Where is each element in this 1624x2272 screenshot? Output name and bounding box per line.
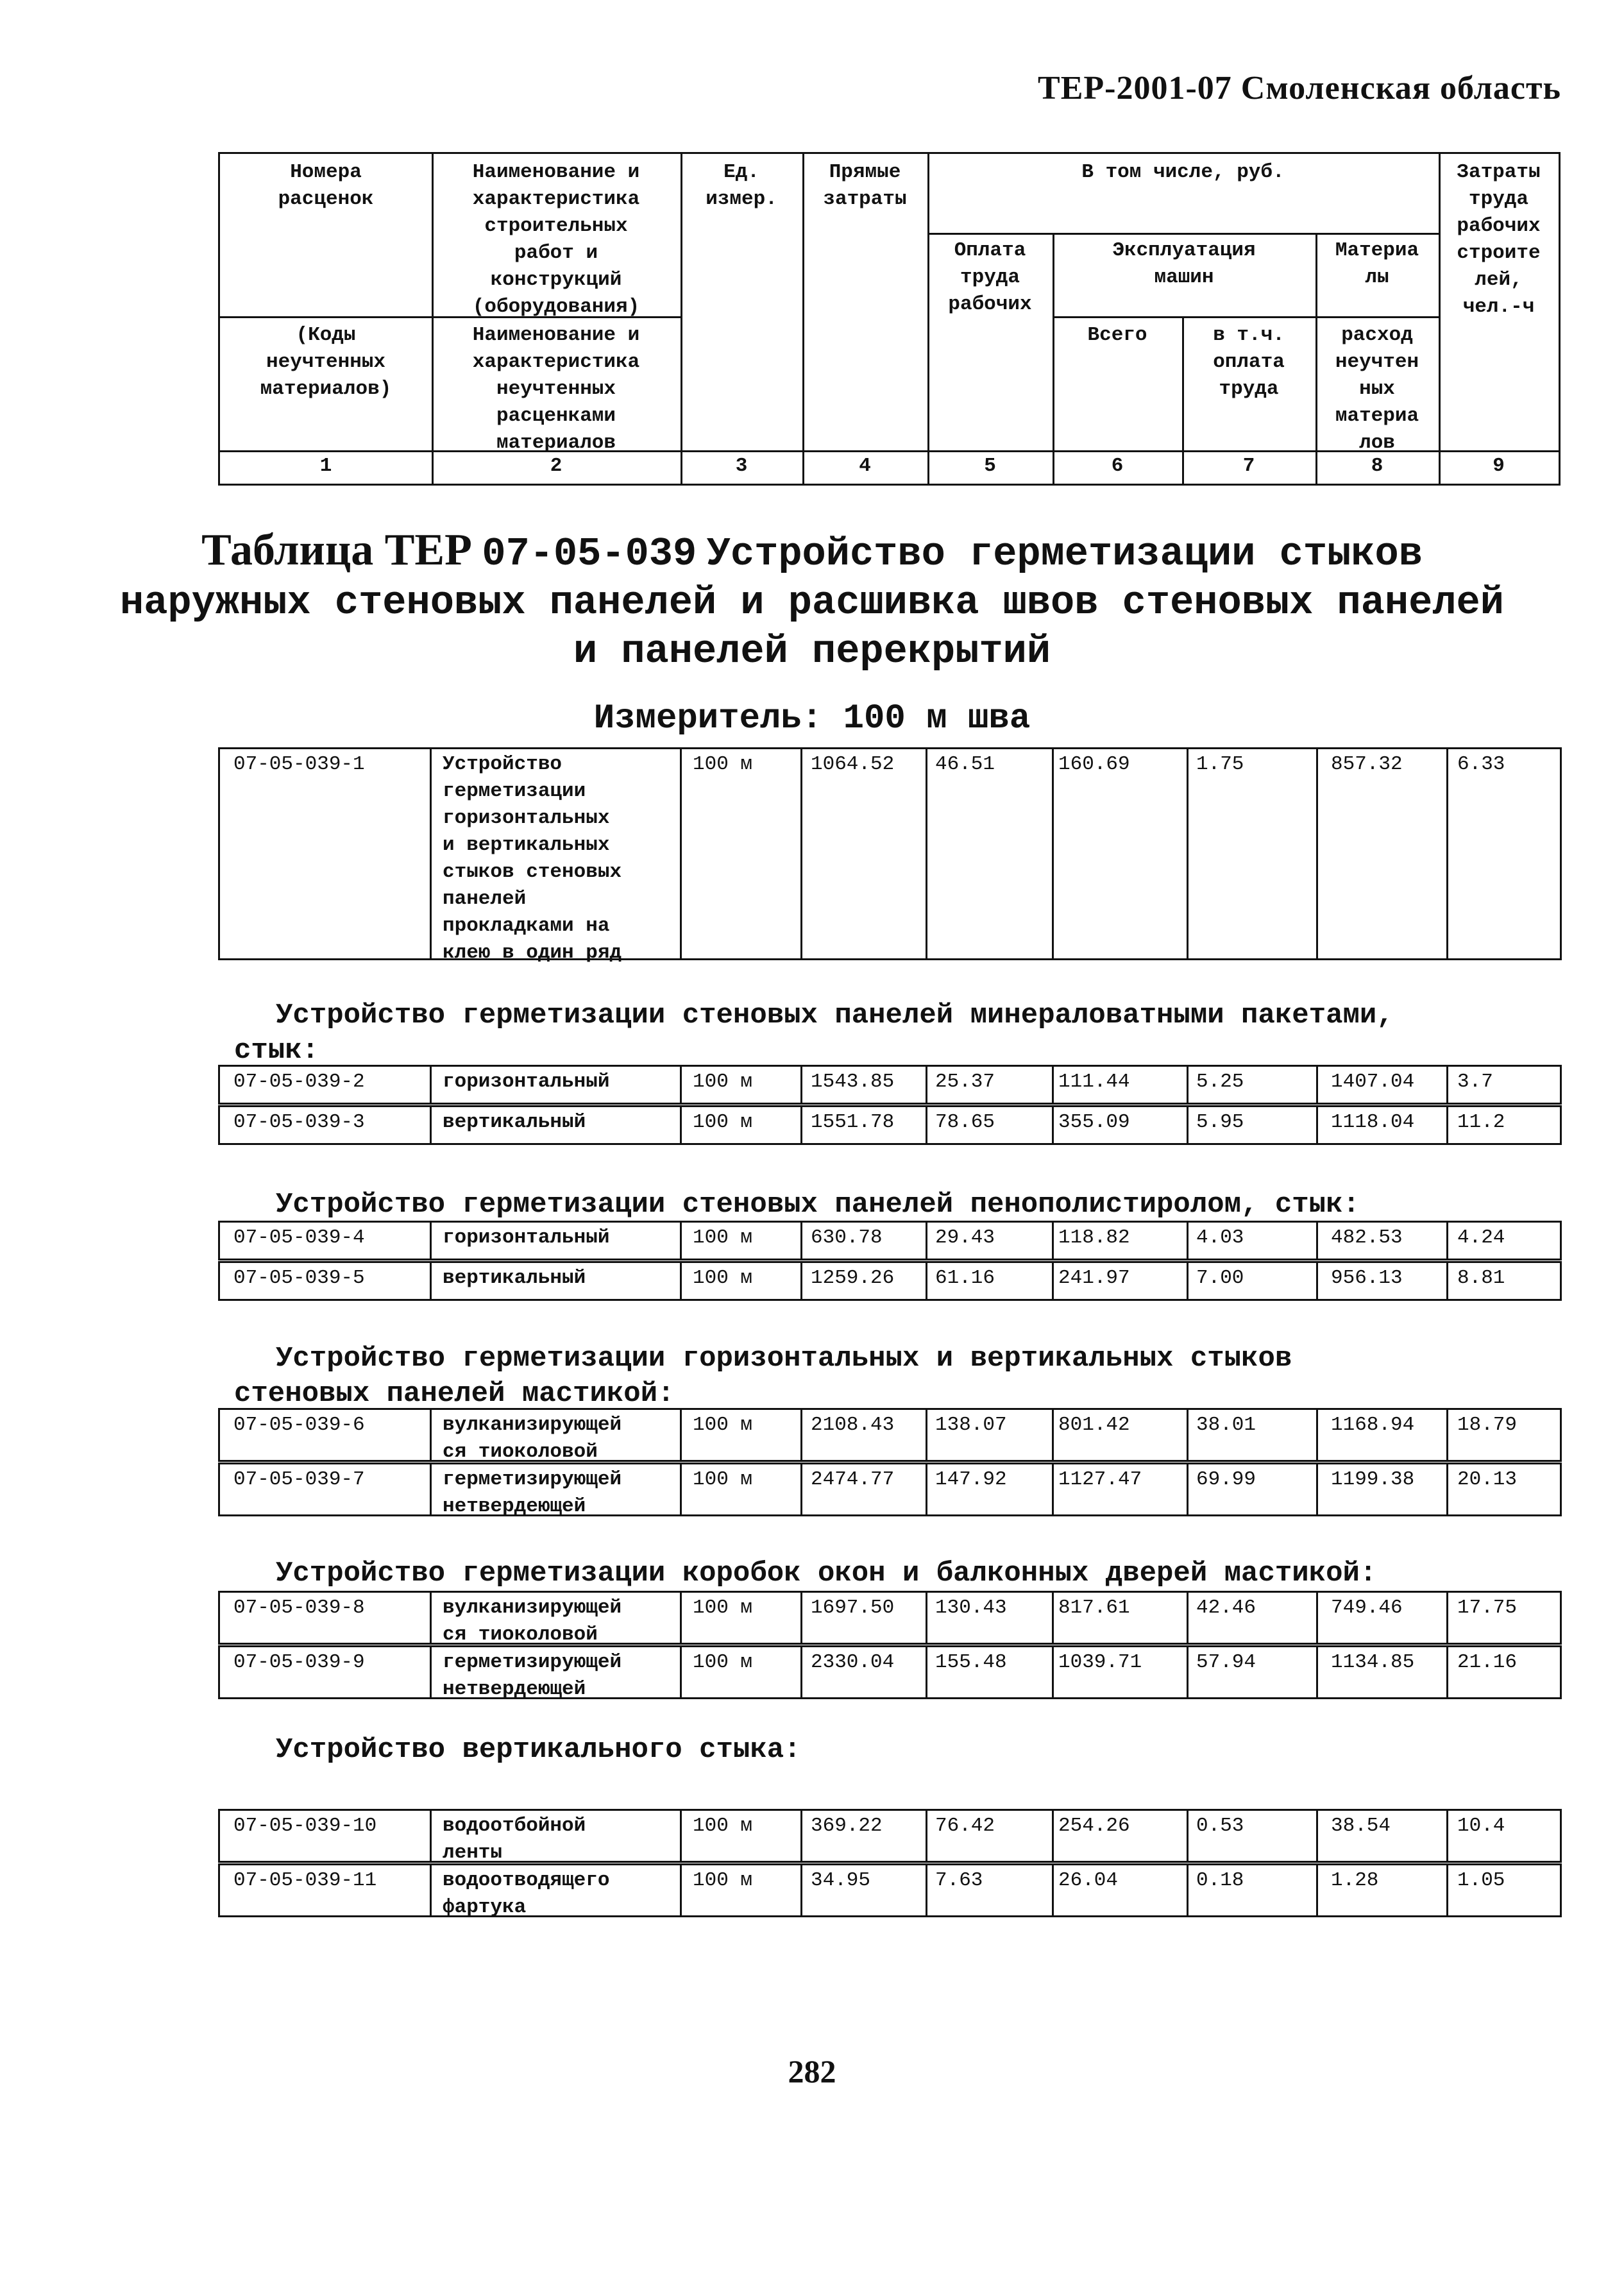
page-header: ТЕР-2001-07 Смоленская область (1038, 70, 1561, 106)
column-number: 4 (859, 455, 871, 477)
cell-direct: 369.22 (811, 1815, 883, 1837)
cell-separator (1446, 1591, 1448, 1645)
cell-separator (1187, 1221, 1188, 1260)
cell-separator (1052, 747, 1054, 960)
cell-name: горизонтальный (443, 1226, 610, 1249)
cell-materials: 38.54 (1331, 1815, 1391, 1837)
cell-direct: 2108.43 (811, 1414, 895, 1436)
header-machine-labor: в т.ч. оплата труда (1213, 324, 1285, 400)
cell-code: 07-05-039-3 (233, 1111, 365, 1133)
cell-separator (1187, 1863, 1188, 1917)
cell-materials: 1407.04 (1331, 1071, 1415, 1093)
cell-hours: 8.81 (1457, 1267, 1505, 1289)
cell-separator (430, 1591, 432, 1645)
cell-materials: 857.32 (1331, 753, 1403, 776)
cell-labor: 29.43 (935, 1226, 995, 1249)
cell-materials: 956.13 (1331, 1267, 1403, 1289)
cell-code: 07-05-039-6 (233, 1414, 365, 1436)
cell-code: 07-05-039-9 (233, 1651, 365, 1674)
cell-separator (1446, 1462, 1448, 1516)
section-title: стеновых панелей мастикой: (234, 1378, 675, 1410)
cell-machines: 111.44 (1058, 1071, 1130, 1093)
cell-machines: 355.09 (1058, 1111, 1130, 1133)
cell-unit: 100 м (693, 753, 753, 776)
cell-code: 07-05-039-4 (233, 1226, 365, 1249)
cell-materials: 1.28 (1331, 1869, 1379, 1892)
cell-code: 07-05-039-8 (233, 1597, 365, 1619)
header-unaccounted-materials: расход неучтен ных материа лов (1335, 324, 1419, 454)
cell-unit: 100 м (693, 1869, 753, 1892)
cell-separator (1187, 747, 1188, 960)
cell-machine-labor: 0.53 (1196, 1815, 1244, 1837)
cell-machine-labor: 7.00 (1196, 1267, 1244, 1289)
table-title (0, 526, 1624, 676)
cell-code: 07-05-039-7 (233, 1468, 365, 1491)
cell-name: вертикальный (443, 1111, 586, 1133)
cell-machine-labor: 69.99 (1196, 1468, 1256, 1491)
header-material-name: Наименование и характеристика неучтенных расценками материалов (472, 324, 640, 454)
cell-labor: 7.63 (935, 1869, 983, 1892)
cell-separator (1446, 747, 1448, 960)
cell-separator (1187, 1462, 1188, 1516)
header-material-codes: (Коды неучтенных материалов) (260, 324, 392, 400)
cell-separator (430, 1863, 432, 1917)
page-number: 282 (788, 2053, 836, 2089)
cell-unit: 100 м (693, 1111, 753, 1133)
cell-machines: 817.61 (1058, 1597, 1130, 1619)
table-row (218, 1408, 1562, 1462)
cell-separator (1187, 1591, 1188, 1645)
cell-name: водоотводящего фартука (443, 1869, 610, 1919)
header-including-group: В том числе, руб. (1081, 161, 1285, 183)
cell-separator (1187, 1065, 1188, 1105)
header-labor-hours: Затраты труда рабочих строите лей, чел.-ч (1457, 161, 1541, 318)
cell-labor: 130.43 (935, 1597, 1007, 1619)
cell-separator (1446, 1221, 1448, 1260)
cell-direct: 1543.85 (811, 1071, 895, 1093)
cell-separator (1446, 1065, 1448, 1105)
cell-direct: 34.95 (811, 1869, 871, 1892)
cell-unit: 100 м (693, 1071, 753, 1093)
table-title-prefix: Таблица ТЕР (201, 525, 472, 575)
cell-separator (430, 747, 432, 960)
cell-machines: 26.04 (1058, 1869, 1119, 1892)
header-machines-total: Всего (1087, 324, 1147, 346)
section-title: Устройство герметизации стеновых панелей минераловатными пакетами, (276, 999, 1394, 1031)
column-number: 2 (550, 455, 562, 477)
cell-unit: 100 м (693, 1468, 753, 1491)
cell-name: герметизирующей нетвердеющей (443, 1468, 622, 1518)
cell-name: горизонтальный (443, 1071, 610, 1093)
cell-hours: 17.75 (1457, 1597, 1518, 1619)
cell-materials: 482.53 (1331, 1226, 1403, 1249)
cell-name: герметизирующей нетвердеющей (443, 1651, 622, 1700)
column-number: 1 (319, 455, 332, 477)
table-row (218, 1591, 1562, 1645)
cell-separator (1446, 1645, 1448, 1699)
cell-separator (1446, 1863, 1448, 1917)
cell-direct: 1259.26 (811, 1267, 895, 1289)
column-number: 9 (1493, 455, 1505, 477)
header-work-name: Наименование и характеристика строительных работ и конструкций (оборудования) (472, 161, 640, 318)
table-row (218, 1261, 1562, 1301)
cell-separator (1187, 1105, 1188, 1145)
header-machine-operation: Эксплуатация машин (1112, 239, 1256, 289)
column-number: 6 (1111, 455, 1124, 477)
cell-labor: 138.07 (935, 1414, 1007, 1436)
cell-machines: 1127.47 (1058, 1468, 1142, 1491)
cell-direct: 630.78 (811, 1226, 883, 1249)
cell-unit: 100 м (693, 1597, 753, 1619)
cell-direct: 2330.04 (811, 1651, 895, 1674)
measure-unit: Измеритель: 100 м шва (593, 699, 1031, 738)
header-direct-costs: Прямые затраты (823, 161, 907, 210)
cell-machine-labor: 5.25 (1196, 1071, 1244, 1093)
cell-materials: 1168.94 (1331, 1414, 1415, 1436)
header-unit: Ед. измер. (706, 161, 777, 210)
cell-hours: 1.05 (1457, 1869, 1505, 1892)
cell-unit: 100 м (693, 1815, 753, 1837)
table-title-code: 07-05-039 (482, 531, 697, 577)
cell-machines: 801.42 (1058, 1414, 1130, 1436)
cell-name: вулканизирующей ся тиоколовой (443, 1597, 622, 1646)
cell-machine-labor: 5.95 (1196, 1111, 1244, 1133)
cell-unit: 100 м (693, 1414, 753, 1436)
cell-labor: 46.51 (935, 753, 995, 776)
table-row (218, 1105, 1562, 1145)
cell-hours: 20.13 (1457, 1468, 1518, 1491)
cell-separator (430, 1221, 432, 1260)
cell-name: Устройство герметизации горизонтальных и вертикальных стыков стеновых панелей прокладками на клею в один ряд (443, 753, 622, 964)
table-row (218, 1065, 1562, 1105)
cell-materials: 1118.04 (1331, 1111, 1415, 1133)
table-row (218, 747, 1562, 964)
cell-machines: 1039.71 (1058, 1651, 1142, 1674)
cell-separator (430, 1105, 432, 1145)
cell-machine-labor: 1.75 (1196, 753, 1244, 776)
section-title: Устройство герметизации стеновых панелей пенополистиролом, стык: (276, 1189, 1360, 1221)
table-title-line1: Устройство герметизации стыков (706, 531, 1423, 577)
cell-labor: 61.16 (935, 1267, 995, 1289)
table-row (218, 1462, 1562, 1516)
header-numbers-of-rates: Номера расценок (278, 161, 374, 210)
header-materials: Материа лы (1335, 239, 1419, 289)
cell-hours: 3.7 (1457, 1071, 1493, 1093)
column-number: 7 (1242, 455, 1255, 477)
cell-separator (430, 1645, 432, 1699)
cell-unit: 100 м (693, 1267, 753, 1289)
cell-hours: 4.24 (1457, 1226, 1505, 1249)
cell-direct: 2474.77 (811, 1468, 895, 1491)
cell-direct: 1064.52 (811, 753, 895, 776)
table-row (218, 1809, 1562, 1863)
cell-machine-labor: 4.03 (1196, 1226, 1244, 1249)
cell-name: вулканизирующей ся тиоколовой (443, 1414, 622, 1463)
cell-separator (430, 1408, 432, 1462)
cell-machine-labor: 42.46 (1196, 1597, 1256, 1619)
cell-machines: 160.69 (1058, 753, 1130, 776)
cell-separator (1446, 1261, 1448, 1301)
cell-hours: 21.16 (1457, 1651, 1518, 1674)
cell-separator (430, 1809, 432, 1863)
cell-separator (430, 1261, 432, 1301)
cell-separator (1187, 1261, 1188, 1301)
cell-machine-labor: 0.18 (1196, 1869, 1244, 1892)
cell-labor: 76.42 (935, 1815, 995, 1837)
cell-machines: 241.97 (1058, 1267, 1130, 1289)
cell-code: 07-05-039-11 (233, 1869, 377, 1892)
cell-separator (430, 1462, 432, 1516)
cell-code: 07-05-039-2 (233, 1071, 365, 1093)
cell-name: водоотбойной ленты (443, 1815, 586, 1864)
column-header-table (218, 152, 1561, 486)
cell-separator (430, 1065, 432, 1105)
cell-code: 07-05-039-1 (233, 753, 365, 776)
cell-separator (1446, 1809, 1448, 1863)
row-border (218, 747, 1562, 960)
cell-separator (1187, 1809, 1188, 1863)
section-title: Устройство вертикального стыка: (276, 1734, 801, 1766)
cell-hours: 18.79 (1457, 1414, 1518, 1436)
cell-code: 07-05-039-10 (233, 1815, 377, 1837)
table-row (218, 1645, 1562, 1699)
cell-materials: 1134.85 (1331, 1651, 1415, 1674)
column-number: 5 (984, 455, 996, 477)
table-row (218, 1221, 1562, 1260)
cell-unit: 100 м (693, 1226, 753, 1249)
cell-hours: 11.2 (1457, 1111, 1505, 1133)
cell-separator (1187, 1645, 1188, 1699)
cell-direct: 1551.78 (811, 1111, 895, 1133)
section-title: Устройство герметизации горизонтальных и вертикальных стыков (276, 1343, 1292, 1375)
section-title: стык: (234, 1035, 319, 1067)
table-row (218, 1863, 1562, 1917)
column-number: 3 (735, 455, 748, 477)
table-title-line3: и панелей перекрытий (573, 629, 1051, 674)
cell-labor: 155.48 (935, 1651, 1007, 1674)
cell-separator (1446, 1105, 1448, 1145)
cell-hours: 10.4 (1457, 1815, 1505, 1837)
cell-separator (926, 747, 927, 960)
cell-separator (1316, 747, 1318, 960)
cell-separator (1187, 1408, 1188, 1462)
section-title: Устройство герметизации коробок окон и балконных дверей мастикой: (276, 1557, 1377, 1590)
table-title-line2: наружных стеновых панелей и расшивка швов стеновых панелей (120, 580, 1504, 625)
cell-labor: 147.92 (935, 1468, 1007, 1491)
cell-labor: 78.65 (935, 1111, 995, 1133)
cell-code: 07-05-039-5 (233, 1267, 365, 1289)
cell-separator (800, 747, 802, 960)
cell-machine-labor: 38.01 (1196, 1414, 1256, 1436)
cell-hours: 6.33 (1457, 753, 1505, 776)
header-worker-pay: Оплата труда рабочих (948, 239, 1032, 316)
cell-machines: 254.26 (1058, 1815, 1130, 1837)
cell-separator (1446, 1408, 1448, 1462)
cell-machines: 118.82 (1058, 1226, 1130, 1249)
column-number: 8 (1371, 455, 1383, 477)
cell-machine-labor: 57.94 (1196, 1651, 1256, 1674)
cell-materials: 749.46 (1331, 1597, 1403, 1619)
cell-labor: 25.37 (935, 1071, 995, 1093)
cell-materials: 1199.38 (1331, 1468, 1415, 1491)
cell-unit: 100 м (693, 1651, 753, 1674)
cell-direct: 1697.50 (811, 1597, 895, 1619)
cell-name: вертикальный (443, 1267, 586, 1289)
